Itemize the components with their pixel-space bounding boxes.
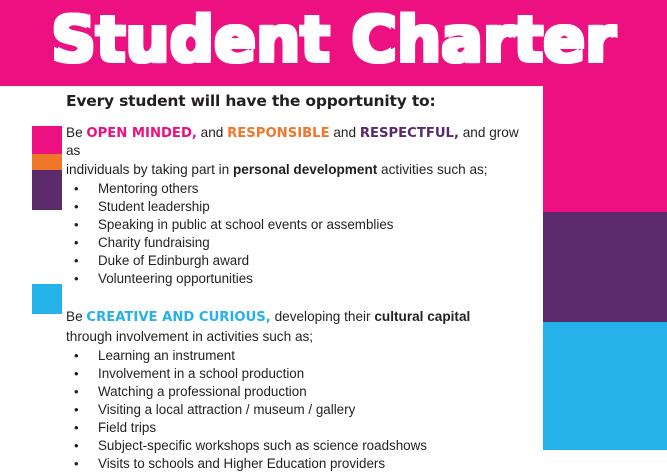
section-2-prefix: Be bbox=[66, 309, 87, 324]
chip-pink bbox=[32, 126, 62, 154]
color-block-purple bbox=[543, 212, 667, 322]
section-1-line2-prefix: individuals by taking part in bbox=[66, 162, 233, 177]
section-2-intro-line2: through involvement in activities such as; bbox=[66, 329, 314, 344]
section-1-suffix: and grow as bbox=[66, 125, 519, 158]
list-item: • Student leadership bbox=[66, 198, 532, 216]
section-2-bullet-list bbox=[66, 347, 532, 473]
section-personal-development bbox=[66, 124, 532, 288]
section-1-intro-line2 bbox=[66, 161, 532, 178]
list-item: • Mentoring others bbox=[66, 180, 532, 198]
section-creative-curious bbox=[66, 308, 532, 473]
right-color-column bbox=[543, 86, 667, 450]
highlight-responsible: RESPONSIBLE bbox=[227, 126, 330, 141]
section-1-bullet-list bbox=[66, 180, 532, 288]
list-item: • Involvement in a school production bbox=[66, 365, 532, 383]
chip-purple bbox=[32, 170, 62, 210]
highlight-respectful: RESPECTFUL, bbox=[359, 126, 459, 141]
color-block-pink bbox=[543, 86, 667, 212]
content-area bbox=[66, 92, 532, 473]
list-item: • Learning an instrument bbox=[66, 347, 532, 365]
list-item: • Charity fundraising bbox=[66, 234, 532, 252]
list-item: • Visits to schools and Higher Education providers bbox=[66, 455, 532, 473]
section-2-bold: cultural capital bbox=[374, 309, 471, 324]
list-item: • Field trips bbox=[66, 419, 532, 437]
list-item: • Duke of Edinburgh award bbox=[66, 252, 532, 270]
highlight-creative-curious: CREATIVE AND CURIOUS, bbox=[86, 310, 271, 325]
list-item: • Watching a professional production bbox=[66, 383, 532, 401]
section-2-intro bbox=[66, 308, 532, 326]
section-1-intro bbox=[66, 124, 532, 159]
section-1-mid-2: and bbox=[329, 125, 360, 140]
highlight-open-minded: OPEN MINDED, bbox=[86, 126, 197, 141]
list-item: • Volunteering opportunities bbox=[66, 270, 532, 288]
section-1-mid-1: and bbox=[196, 125, 228, 140]
section-2-mid: developing their bbox=[270, 309, 375, 324]
color-block-blue bbox=[543, 322, 667, 450]
chip-blue bbox=[32, 284, 62, 314]
section-1-line2-suffix: activities such as; bbox=[377, 162, 488, 177]
list-item: • Speaking in public at school events or assemblies bbox=[66, 216, 532, 234]
section-1-line2-bold: personal development bbox=[233, 162, 378, 177]
list-item: • Visiting a local attraction / museum / gallery bbox=[66, 401, 532, 419]
page-title: Student Charter bbox=[51, 3, 616, 76]
section-1-prefix: Be bbox=[66, 125, 87, 140]
list-item: • Subject-specific workshops such as science roadshows bbox=[66, 437, 532, 455]
lead-statement: Every student will have the opportunity to: bbox=[66, 92, 436, 110]
chip-orange bbox=[32, 154, 62, 170]
